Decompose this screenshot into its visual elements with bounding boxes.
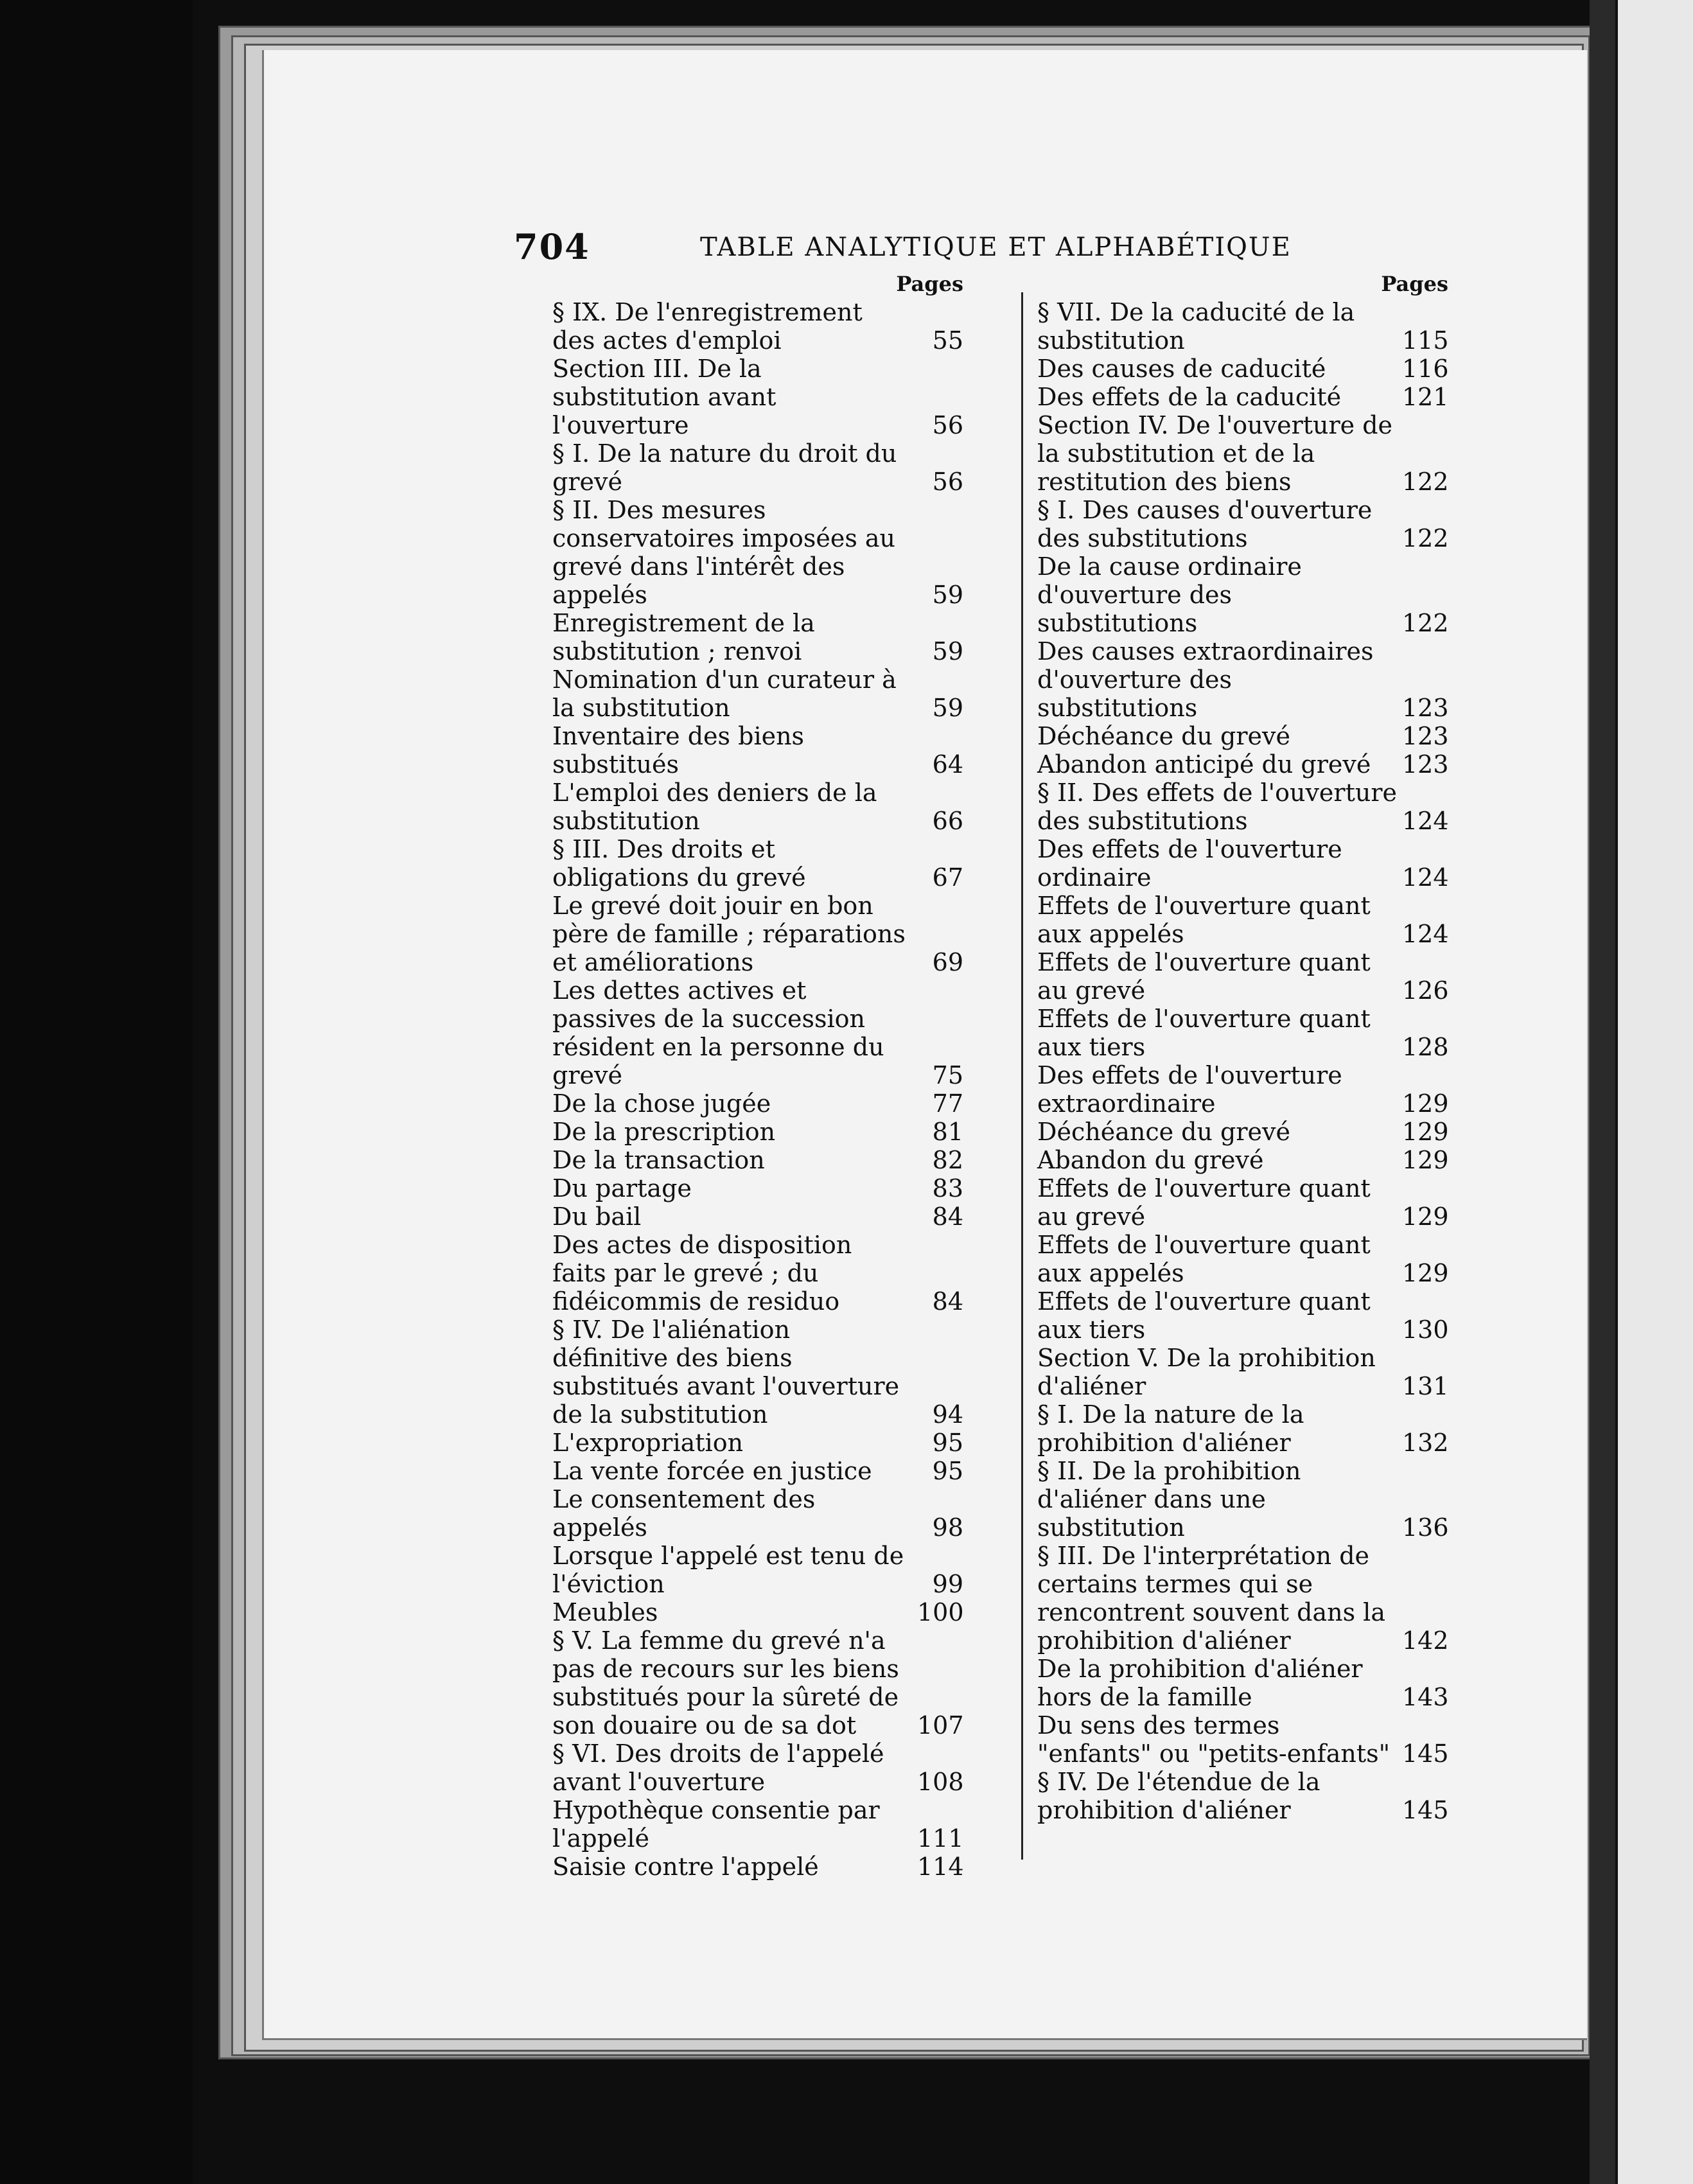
index-entry — [1037, 1768, 1448, 1824]
index-entry — [1037, 1231, 1448, 1287]
entry-page-number: 94 — [932, 1400, 963, 1429]
index-entry — [1037, 779, 1448, 835]
entry-page-number: 124 — [1402, 807, 1449, 835]
entry-page-number: 83 — [932, 1174, 963, 1202]
entry-page-number: 114 — [917, 1853, 964, 1881]
index-entry — [552, 1118, 963, 1146]
index-entry — [1037, 1118, 1448, 1146]
index-entry — [1037, 1005, 1448, 1061]
entry-page-number: 132 — [1402, 1429, 1449, 1457]
entry-page-number: 145 — [1402, 1796, 1449, 1824]
entry-page-number: 69 — [932, 948, 963, 976]
entry-page-number: 129 — [1402, 1202, 1449, 1231]
entry-page-number: 95 — [932, 1429, 963, 1457]
entry-text: Effets de l'ouverture quant aux tiers — [1037, 1287, 1371, 1344]
entry-text: De la prohibition d'aliéner hors de la famille — [1037, 1655, 1363, 1711]
entry-text: Section V. De la prohibition d'aliéner — [1037, 1344, 1376, 1400]
entry-page-number: 123 — [1402, 694, 1449, 722]
entry-page-number: 123 — [1402, 750, 1449, 779]
entry-page-number: 142 — [1402, 1626, 1449, 1655]
entry-page-number: 136 — [1402, 1513, 1449, 1542]
index-entry — [1037, 552, 1448, 637]
entry-text: Section IV. De l'ouverture de la substitution et de la restitution des biens — [1037, 411, 1393, 496]
entry-page-number: 129 — [1402, 1259, 1449, 1287]
entry-page-number: 129 — [1402, 1089, 1449, 1118]
entry-page-number: 122 — [1402, 609, 1449, 637]
entry-page-number: 100 — [917, 1598, 964, 1626]
entry-text: Meubles — [552, 1598, 658, 1626]
index-entry — [552, 1542, 963, 1598]
entry-page-number: 107 — [917, 1711, 964, 1739]
entry-text: Hypothèque consentie par l'appelé — [552, 1796, 880, 1853]
entry-text: Des effets de la caducité — [1037, 383, 1342, 411]
entry-page-number: 98 — [932, 1513, 963, 1542]
page-gutter — [1590, 0, 1615, 2184]
entry-text: § III. Des droits et obligations du grevé — [552, 835, 806, 892]
pages-label: Pages — [1381, 272, 1448, 296]
entry-page-number: 129 — [1402, 1146, 1449, 1174]
entry-page-number: 108 — [917, 1768, 964, 1796]
entry-page-number: 124 — [1402, 863, 1449, 892]
facing-page-edge — [1615, 0, 1693, 2184]
entry-page-number: 67 — [932, 863, 963, 892]
index-entry — [552, 1231, 963, 1316]
entry-text: § V. La femme du grevé n'a pas de recours sur les biens substitués pour la sûreté de son douaire ou de sa dot — [552, 1626, 899, 1739]
entry-page-number: 56 — [932, 411, 963, 439]
pages-label: Pages — [896, 272, 963, 296]
entry-text: § III. De l'interprétation de certains termes qui se rencontrent souvent dans la prohibition d'aliéner — [1037, 1542, 1385, 1655]
entry-text: Des effets de l'ouverture ordinaire — [1037, 835, 1342, 892]
index-entry — [1037, 637, 1448, 722]
binding-spine — [0, 0, 193, 2184]
index-entry — [1037, 1400, 1448, 1457]
index-entry — [1037, 1542, 1448, 1655]
entry-page-number: 131 — [1402, 1372, 1449, 1400]
page-number: 704 — [514, 226, 590, 267]
entry-text: Nomination d'un curateur à la substitution — [552, 665, 897, 722]
entry-page-number: 129 — [1402, 1118, 1449, 1146]
entry-text: La vente forcée en justice — [552, 1457, 872, 1485]
entry-page-number: 56 — [932, 468, 963, 496]
entry-text: § II. De la prohibition d'aliéner dans une substitution — [1037, 1457, 1301, 1542]
entry-text: § II. Des mesures conservatoires imposées au grevé dans l'intérêt des appelés — [552, 496, 896, 609]
index-entry — [552, 1429, 963, 1457]
entry-text: Du partage — [552, 1174, 692, 1202]
entry-text: Enregistrement de la substitution ; renvoi — [552, 609, 815, 665]
index-entry — [552, 496, 963, 609]
entry-text: De la prescription — [552, 1118, 776, 1146]
entry-page-number: 121 — [1402, 383, 1449, 411]
index-entry — [552, 1089, 963, 1118]
entry-page-number: 128 — [1402, 1033, 1449, 1061]
index-entry — [552, 439, 963, 496]
column-divider — [1021, 292, 1023, 1860]
index-entry — [1037, 298, 1448, 355]
index-entry — [1037, 948, 1448, 1005]
entry-text: Effets de l'ouverture quant aux tiers — [1037, 1005, 1371, 1061]
entry-text: § IX. De l'enregistrement des actes d'emploi — [552, 298, 863, 355]
index-entry — [552, 1796, 963, 1853]
entry-page-number: 99 — [932, 1570, 963, 1598]
entry-text: Effets de l'ouverture quant au grevé — [1037, 1174, 1371, 1231]
entry-page-number: 95 — [932, 1457, 963, 1485]
entry-text: Section III. De la substitution avant l'ouverture — [552, 355, 776, 439]
entry-text: Inventaire des biens substitués — [552, 722, 805, 779]
index-entry — [552, 1485, 963, 1542]
index-entry — [552, 355, 963, 439]
entry-text: § VI. Des droits de l'appelé avant l'ouverture — [552, 1739, 884, 1796]
index-entry — [552, 1739, 963, 1796]
entry-text: § IV. De l'aliénation définitive des biens substitués avant l'ouverture de la substitution — [552, 1316, 900, 1429]
entry-text: L'expropriation — [552, 1429, 744, 1457]
index-entry — [1037, 1457, 1448, 1542]
entry-text: Lorsque l'appelé est tenu de l'éviction — [552, 1542, 904, 1598]
index-entry — [1037, 892, 1448, 948]
index-entry — [1037, 496, 1448, 552]
entry-text: Déchéance du grevé — [1037, 722, 1290, 750]
index-column-left — [552, 270, 963, 1881]
index-entry — [1037, 1287, 1448, 1344]
index-entry — [1037, 1146, 1448, 1174]
entry-page-number: 122 — [1402, 468, 1449, 496]
entry-text: § I. Des causes d'ouverture des substitutions — [1037, 496, 1373, 552]
entry-page-number: 130 — [1402, 1316, 1449, 1344]
entry-page-number: 126 — [1402, 976, 1449, 1005]
running-title: TABLE ANALYTIQUE ET ALPHABÉTIQUE — [700, 233, 1292, 262]
entry-text: Des effets de l'ouverture extraordinaire — [1037, 1061, 1342, 1118]
index-entry — [552, 609, 963, 665]
entry-page-number: 124 — [1402, 920, 1449, 948]
entry-text: § I. De la nature de la prohibition d'aliéner — [1037, 1400, 1304, 1457]
entry-text: § I. De la nature du droit du grevé — [552, 439, 897, 496]
index-entry — [552, 1853, 963, 1881]
entry-text: L'emploi des deniers de la substitution — [552, 779, 877, 835]
entry-text: Du bail — [552, 1202, 642, 1231]
entry-page-number: 143 — [1402, 1683, 1449, 1711]
index-entry — [552, 1146, 963, 1174]
entry-page-number: 77 — [932, 1089, 963, 1118]
entry-list — [1037, 298, 1448, 1824]
index-entry — [552, 1598, 963, 1626]
index-entry — [1037, 383, 1448, 411]
entry-page-number: 82 — [932, 1146, 963, 1174]
index-entry — [1037, 1174, 1448, 1231]
index-entry — [1037, 835, 1448, 892]
entry-page-number: 84 — [932, 1202, 963, 1231]
index-entry — [1037, 411, 1448, 496]
entry-page-number: 115 — [1402, 326, 1449, 355]
index-entry — [552, 722, 963, 779]
index-column-right — [1037, 270, 1448, 1824]
index-entry — [552, 1202, 963, 1231]
entry-text: Du sens des termes "enfants" ou "petits-enfants" — [1037, 1711, 1390, 1768]
entry-text: Les dettes actives et passives de la succession résident en la personne du grevé — [552, 976, 884, 1089]
index-entry — [552, 1316, 963, 1429]
entry-text: § VII. De la caducité de la substitution — [1037, 298, 1355, 355]
index-entry — [552, 665, 963, 722]
index-entry — [552, 1174, 963, 1202]
page-header — [514, 226, 1693, 271]
entry-text: Effets de l'ouverture quant au grevé — [1037, 948, 1371, 1005]
entry-page-number: 59 — [932, 581, 963, 609]
entry-text: Des actes de disposition faits par le grevé ; du fidéicommis de residuo — [552, 1231, 852, 1316]
entry-page-number: 84 — [932, 1287, 963, 1316]
entry-page-number: 145 — [1402, 1739, 1449, 1768]
index-entry — [1037, 1061, 1448, 1118]
entry-text: Effets de l'ouverture quant aux appelés — [1037, 1231, 1371, 1287]
entry-text: Déchéance du grevé — [1037, 1118, 1290, 1146]
entry-page-number: 66 — [932, 807, 963, 835]
index-entry — [552, 779, 963, 835]
entry-text: Abandon du grevé — [1037, 1146, 1264, 1174]
entry-text: Abandon anticipé du grevé — [1037, 750, 1371, 779]
entry-page-number: 116 — [1402, 355, 1449, 383]
entry-text: Saisie contre l'appelé — [552, 1853, 819, 1881]
entry-text: § II. Des effets de l'ouverture des substitutions — [1037, 779, 1397, 835]
entry-page-number: 81 — [932, 1118, 963, 1146]
index-entry — [552, 298, 963, 355]
index-entry — [1037, 1655, 1448, 1711]
entry-text: Le consentement des appelés — [552, 1485, 816, 1542]
entry-text: De la chose jugée — [552, 1089, 771, 1118]
entry-page-number: 59 — [932, 694, 963, 722]
index-entry — [552, 976, 963, 1089]
entry-page-number: 55 — [932, 326, 963, 355]
entry-page-number: 64 — [932, 750, 963, 779]
entry-page-number: 123 — [1402, 722, 1449, 750]
entry-page-number: 75 — [932, 1061, 963, 1089]
index-entry — [1037, 1711, 1448, 1768]
entry-page-number: 111 — [917, 1824, 964, 1853]
entry-text: De la cause ordinaire d'ouverture des substitutions — [1037, 552, 1302, 637]
index-entry — [552, 1457, 963, 1485]
entry-page-number: 122 — [1402, 524, 1449, 552]
entry-text: Le grevé doit jouir en bon père de famille ; réparations et améliorations — [552, 892, 906, 976]
entry-text: Des causes de caducité — [1037, 355, 1326, 383]
entry-text: Des causes extraordinaires d'ouverture des substitutions — [1037, 637, 1374, 722]
entry-text: § IV. De l'étendue de la prohibition d'aliéner — [1037, 1768, 1320, 1824]
entry-text: De la transaction — [552, 1146, 765, 1174]
index-entry — [552, 835, 963, 892]
index-entry — [1037, 750, 1448, 779]
entry-page-number: 59 — [932, 637, 963, 665]
entry-text: Effets de l'ouverture quant aux appelés — [1037, 892, 1371, 948]
index-entry — [552, 1626, 963, 1739]
index-entry — [1037, 722, 1448, 750]
index-entry — [1037, 1344, 1448, 1400]
index-entry — [1037, 355, 1448, 383]
entry-list — [552, 298, 963, 1881]
index-entry — [552, 892, 963, 976]
